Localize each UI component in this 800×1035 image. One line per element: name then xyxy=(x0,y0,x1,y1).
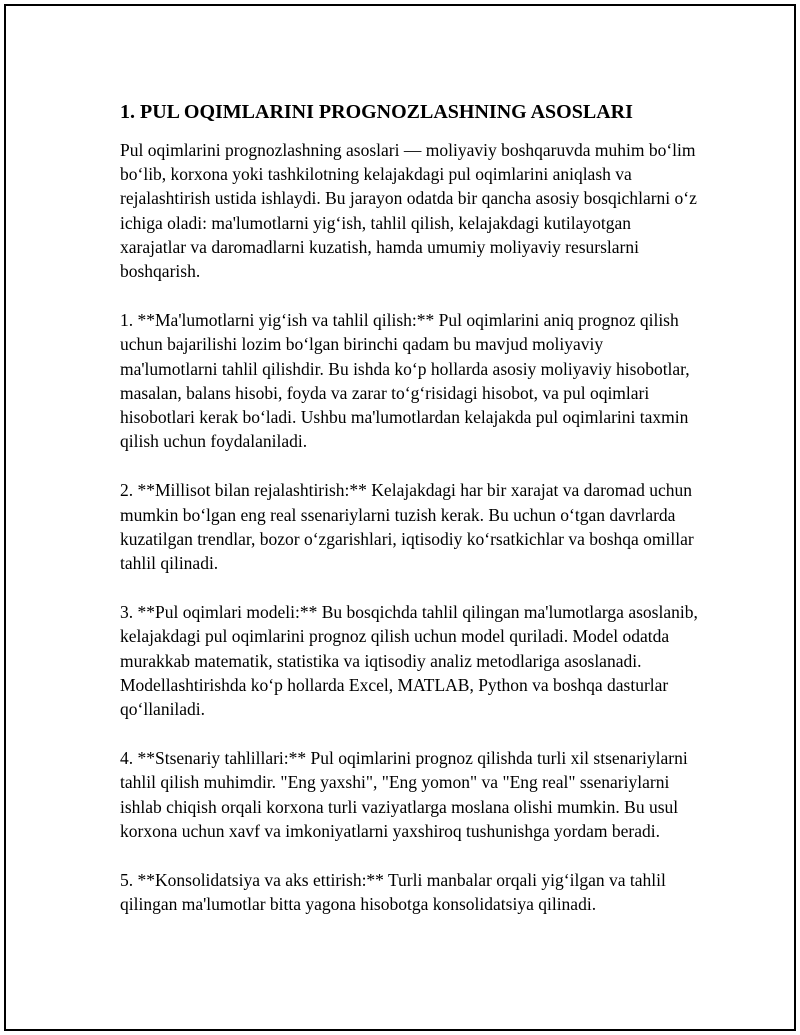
paragraph-planning: 2. **Millisot bilan rejalashtirish:** Kelajakdagi har bir xarajat va daromad uchun mumkin bo‘lgan eng real ssenariylarni tuzish kerak. Bu uchun o‘tgan davrlarda kuzatilgan trendlar, bozor o‘zgarishlari, iqtisodiy ko‘rsatkichlar va boshqa omillar tahlil qilinadi. xyxy=(120,480,694,574)
paragraph-consolidation: 5. **Konsolidatsiya va aks ettirish:** Turli manbalar orqali yig‘ilgan va tahlil qilingan ma'lumotlar bitta yagona hisobotga konsolidatsiya qilinadi. xyxy=(120,870,666,915)
paragraph-data-collection: 1. **Ma'lumotlarni yig‘ish va tahlil qilish:** Pul oqimlarini aniq prognoz qilish uchun bajarilishi lozim bo‘lgan birinchi qadam bu mavjud moliyaviy ma'lumotlarni tahlil qilishdir. Bu ishda ko‘p hollarda asosiy moliyaviy hisobotlar, masalan, balans hisobi, foyda va zarar to‘g‘risidagi hisobot, va pul oqimlari hisobotlari kerak bo‘ladi. Ushbu ma'lumotlardan kelajakda pul oqimlarini taxmin qilish uchun foydalaniladi. xyxy=(120,310,690,452)
page-frame xyxy=(4,4,796,1031)
paragraph-scenario-analysis: 4. **Stsenariy tahlillari:** Pul oqimlarini prognoz qilishda turli xil stsenariylarni tahlil qilish muhimdir. "Eng yaxshi", "Eng yomon" va "Eng real" ssenariylarni ishlab chiqish orqali korxona turli vaziyatlarga moslana olishi mumkin. Bu usul korxona uchun xavf va imkoniyatlarni yaxshiroq tushunishga yordam beradi. xyxy=(120,748,688,841)
document-body xyxy=(120,98,700,941)
document-title: 1. PUL OQIMLARINI PROGNOZLASHNING ASOSLARI xyxy=(120,101,633,123)
intro-paragraph: Pul oqimlarini prognozlashning asoslari — moliyaviy boshqaruvda muhim bo‘lim bo‘lib, korxona yoki tashkilotning kelajakdagi pul oqimlarini aniqlash va rejalashtirish ustida ishlaydi. Bu jarayon odatda bir qancha asosiy bosqichlarni o‘z ichiga oladi: ma'lumotlarni yig‘ish, tahlil qilish, kelajakdagi kutilayotgan xarajatlar va daromadlarni kuzatish, hamda umumiy moliyaviy resurslarni boshqarish. xyxy=(120,140,697,282)
paragraph-cash-flow-model: 3. **Pul oqimlari modeli:** Bu bosqichda tahlil qilingan ma'lumotlarga asoslanib, kelajakdagi pul oqimlarini prognoz qilish uchun model quriladi. Model odatda murakkab matematik, statistika va iqtisodiy analiz metodlariga asoslanadi. Modellashtirishda ko‘p hollarda Excel, MATLAB, Python va boshqa dasturlar qo‘llaniladi. xyxy=(120,602,698,720)
